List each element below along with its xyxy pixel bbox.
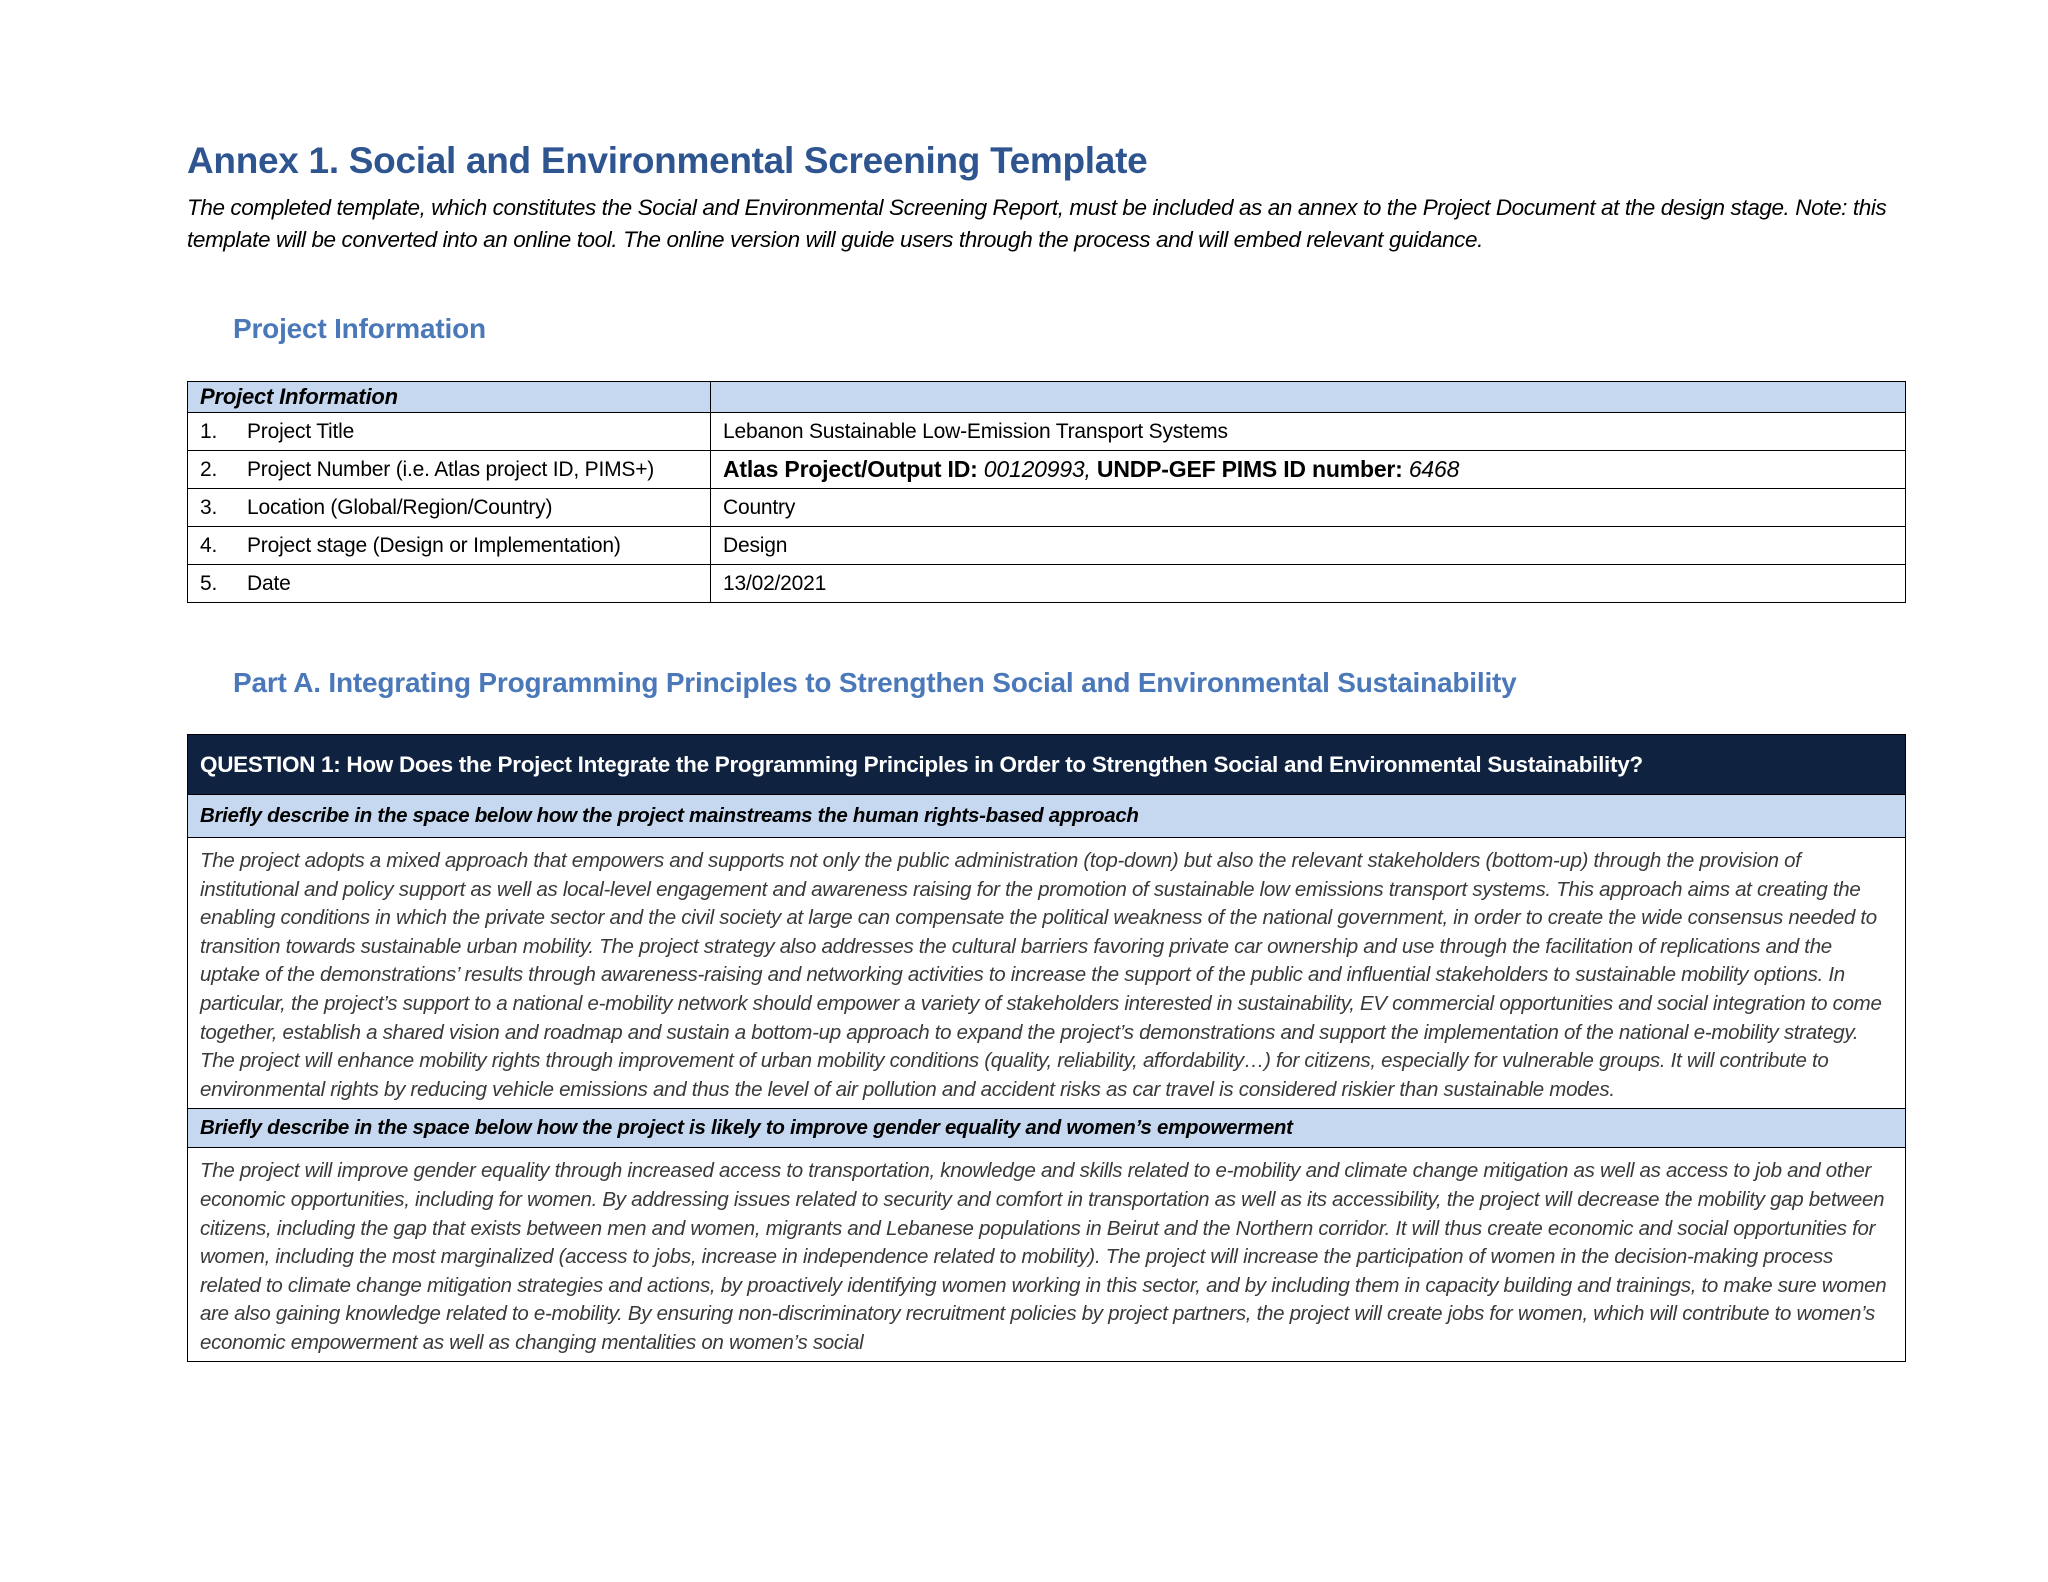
- intro-paragraph: The completed template, which constitutes the Social and Environmental Screening Report, must be included as an annex to the Project Document at the design stage. Note: this template will be converted into an online tool. The online version will guide users through the process and will embed relevant guidance.: [187, 195, 1887, 252]
- table-header-cell: Project Information: [188, 382, 711, 413]
- gender-equality-prompt: Briefly describe in the space below how the project is likely to improve gender equality and women’s empowerment: [188, 1109, 1906, 1148]
- row-label-cell: [188, 451, 711, 489]
- table-header-row: [188, 382, 1906, 413]
- row-number: 2.: [200, 457, 218, 481]
- table-row: [188, 565, 1906, 603]
- part-a-heading: Part A. Integrating Programming Principles to Strengthen Social and Environmental Sustainability: [233, 667, 1517, 698]
- human-rights-prompt: Briefly describe in the space below how the project mainstreams the human rights-based approach: [188, 795, 1906, 838]
- gender-equality-answer-cell: [188, 1148, 1906, 1362]
- row-number: 3.: [200, 495, 218, 519]
- row-label-cell: [188, 489, 711, 527]
- row-number: 4.: [200, 533, 218, 557]
- table-header-empty-cell: [711, 382, 1906, 413]
- atlas-id-value: 00120993,: [983, 456, 1091, 482]
- annex-title: Annex 1. Social and Environmental Screening Template: [187, 140, 1148, 181]
- location-value: Country: [711, 489, 1906, 527]
- question-header-row: [188, 735, 1906, 795]
- table-row: [188, 489, 1906, 527]
- project-information-table: [187, 381, 1906, 603]
- answer-row: [188, 838, 1906, 1109]
- prompt-row: [188, 795, 1906, 838]
- atlas-id-label: Atlas Project/Output ID:: [723, 456, 984, 482]
- date-value: 13/02/2021: [711, 565, 1906, 603]
- row-label-cell: [188, 527, 711, 565]
- pims-id-label: UNDP-GEF PIMS ID number:: [1090, 456, 1409, 482]
- project-stage-value: Design: [711, 527, 1906, 565]
- question-1-title: QUESTION 1: How Does the Project Integrate the Programming Principles in Order to Strengthen Social and Environmental Sustainability?: [188, 735, 1906, 795]
- table-row: [188, 451, 1906, 489]
- answer-row: [188, 1148, 1906, 1362]
- human-rights-answer: The project adopts a mixed approach that empowers and supports not only the public administration (top-down) but also the relevant stakeholders (bottom-up) through the provision of institutional and policy support as well as local-level engagement and awareness raising for the promotion of sustainable low emissions transport systems. This approach aims at creating the enabling conditions in which the private sector and the civil society at large can compensate the political weakness of the national government, in order to create the wide consensus needed to transition towards sustainable urban mobility. The project strategy also addresses the cultural barriers favoring private car ownership and use through the facilitation of replications and the uptake of the demonstrations’ results through awareness-raising and networking activities to increase the support of the public and influential stakeholders to sustainable mobility options. In particular, the project’s support to a national e-mobility network should empower a variety of stakeholders interested in sustainability, EV commercial opportunities and social integration to come together, establish a shared vision and roadmap and sustain a bottom-up approach to expand the project’s demonstrations and support the implementation of the national e-mobility strategy. The project will enhance mobility rights through improvement of urban mobility conditions (quality, reliability, affordability…) for citizens, especially for vulnerable groups. It will contribute to environmental rights by reducing vehicle emissions and thus the level of air pollution and accident risks as car travel is considered riskier than sustainable modes.: [188, 838, 1906, 1109]
- row-label: Project Number (i.e. Atlas project ID, PIMS+): [247, 457, 655, 481]
- row-label: Date: [247, 571, 291, 595]
- row-number: 5.: [200, 571, 218, 595]
- row-label: Location (Global/Region/Country): [247, 495, 553, 519]
- table-row: [188, 413, 1906, 451]
- gender-equality-answer: The project will improve gender equality through increased access to transportation, knowledge and skills related to e-mobility and climate change mitigation as well as access to job and other economic opportunities, including for women. By addressing issues related to security and comfort in transportation as well as its accessibility, the project will decrease the mobility gap between citizens, including the gap that exists between men and women, migrants and Lebanese populations in Beirut and the Northern corridor. It will thus create economic and social opportunities for women, including the most marginalized (access to jobs, increase in independence related to mobility). The project will increase the participation of women in the decision-making process related to climate change mitigation strategies and actions, by proactively identifying women working in this sector, and by including them in capacity building and trainings, to make sure women are also gaining knowledge related to e-mobility. By ensuring non-discriminatory recruitment policies by project partners, the project will create jobs for women, which will contribute to women’s economic empowerment as well as changing mentalities on women’s social: [200, 1159, 1887, 1354]
- row-number: 1.: [200, 419, 218, 443]
- row-label: Project stage (Design or Implementation): [247, 533, 621, 557]
- row-label-cell: [188, 413, 711, 451]
- row-label: Project Title: [247, 419, 355, 443]
- prompt-row: [188, 1109, 1906, 1148]
- project-number-value: [711, 451, 1906, 489]
- table-row: [188, 527, 1906, 565]
- project-title-value: Lebanon Sustainable Low-Emission Transport Systems: [711, 413, 1906, 451]
- pims-id-value: 6468: [1408, 456, 1460, 482]
- project-information-heading: Project Information: [233, 313, 486, 344]
- row-label-cell: [188, 565, 711, 603]
- question-1-table: [187, 734, 1906, 1362]
